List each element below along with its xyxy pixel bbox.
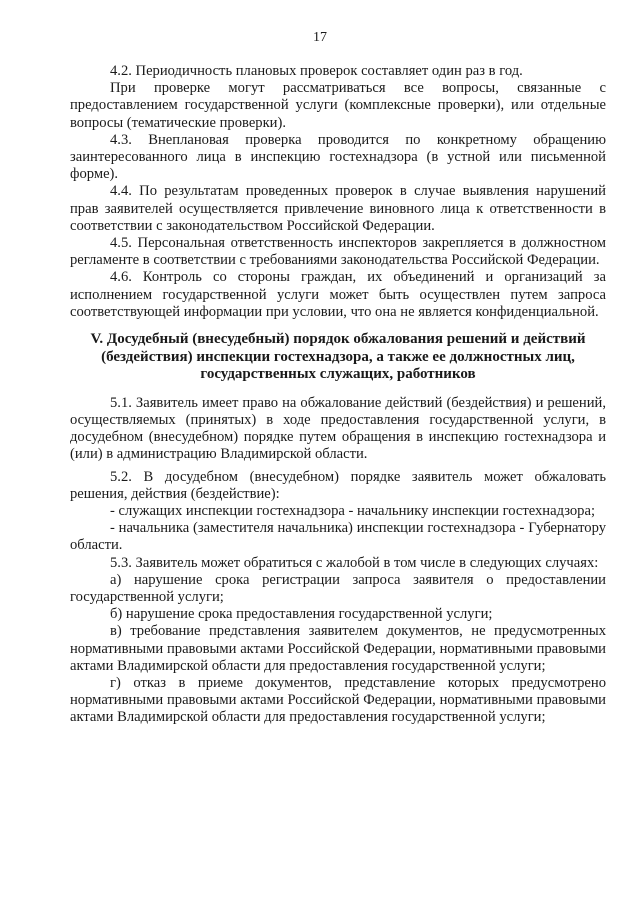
list-item-a: а) нарушение срока регистрации запроса заявителя о предоставлении государственной услуги; bbox=[70, 571, 606, 606]
section-5-heading-line-3: государственных служащих, работников bbox=[200, 366, 476, 383]
list-item-head: - начальника (заместителя начальника) инспекции гостехнадзора - Губернатору области. bbox=[70, 520, 606, 554]
list-item-g: г) отказ в приеме документов, представление которых предусмотрено нормативными правовыми актами Российской Федерации, нормативными правовыми актами Владимирской области для предоставления государственной услуги; bbox=[70, 675, 606, 726]
paragraph-4-5: 4.5. Персональная ответственность инспекторов закрепляется в должностном регламенте в соответствии с требованиями законодательства Российской Федерации. bbox=[70, 235, 606, 269]
paragraph-5-1: 5.1. Заявитель имеет право на обжалование действий (бездействия) и решений, осуществляемых (принятых) в ходе предоставления государственной услуги, в досудебном (внесудебном) порядке путем обращения в инспекцию гостехнадзора и (или) в администрацию Владимирской области. bbox=[70, 394, 606, 463]
paragraph-4-3: 4.3. Внеплановая проверка проводится по конкретному обращению заинтересованного лица в инспекцию гостехнадзора (в устной или письменной форме). bbox=[70, 131, 606, 183]
section-5-heading bbox=[70, 331, 606, 384]
list-item-employees: - служащих инспекции гостехнадзора - начальнику инспекции гостехнадзора; bbox=[110, 503, 595, 520]
paragraph-5-3: 5.3. Заявитель может обратиться с жалобой в том числе в следующих случаях: bbox=[110, 554, 599, 571]
paragraph-5-2: 5.2. В досудебном (внесудебном) порядке заявитель может обжаловать решения, действия (бездействие): bbox=[70, 468, 606, 502]
paragraph-4-4: 4.4. По результатам проведенных проверок в случае выявления нарушений прав заявителей осуществляется привлечение виновного лица к ответственности в соответствии с законодательством Российской Федерации. bbox=[70, 183, 606, 234]
page-number: 17 bbox=[313, 30, 327, 45]
list-item-v: в) требование представления заявителем документов, не предусмотренных нормативными правовыми актами Российской Федерации, нормативными правовыми актами Владимирской области для предоставления государственной услуги; bbox=[70, 623, 606, 674]
section-5-heading-line-1: V. Досудебный (внесудебный) порядок обжалования решений и действий bbox=[90, 331, 586, 348]
paragraph-4-6: 4.6. Контроль со стороны граждан, их объединений и организаций за исполнением государственной услуги может быть осуществлен путем запроса соответствующей информации при условии, что она не является конфиденциальной. bbox=[70, 269, 606, 320]
list-item-b: б) нарушение срока предоставления государственной услуги; bbox=[110, 606, 493, 623]
paragraph-4-2: 4.2. Периодичность плановых проверок составляет один раз в год. bbox=[110, 63, 523, 79]
paragraph-4-2-cont: При проверке могут рассматриваться все вопросы, связанные с предоставлением государственной услуги (комплексные проверки), или отдельные вопросы (тематические проверки). bbox=[70, 80, 606, 131]
section-5-heading-line-2: (бездействия) инспекции гостехнадзора, а также ее должностных лиц, bbox=[101, 348, 575, 365]
document-body bbox=[70, 63, 606, 727]
